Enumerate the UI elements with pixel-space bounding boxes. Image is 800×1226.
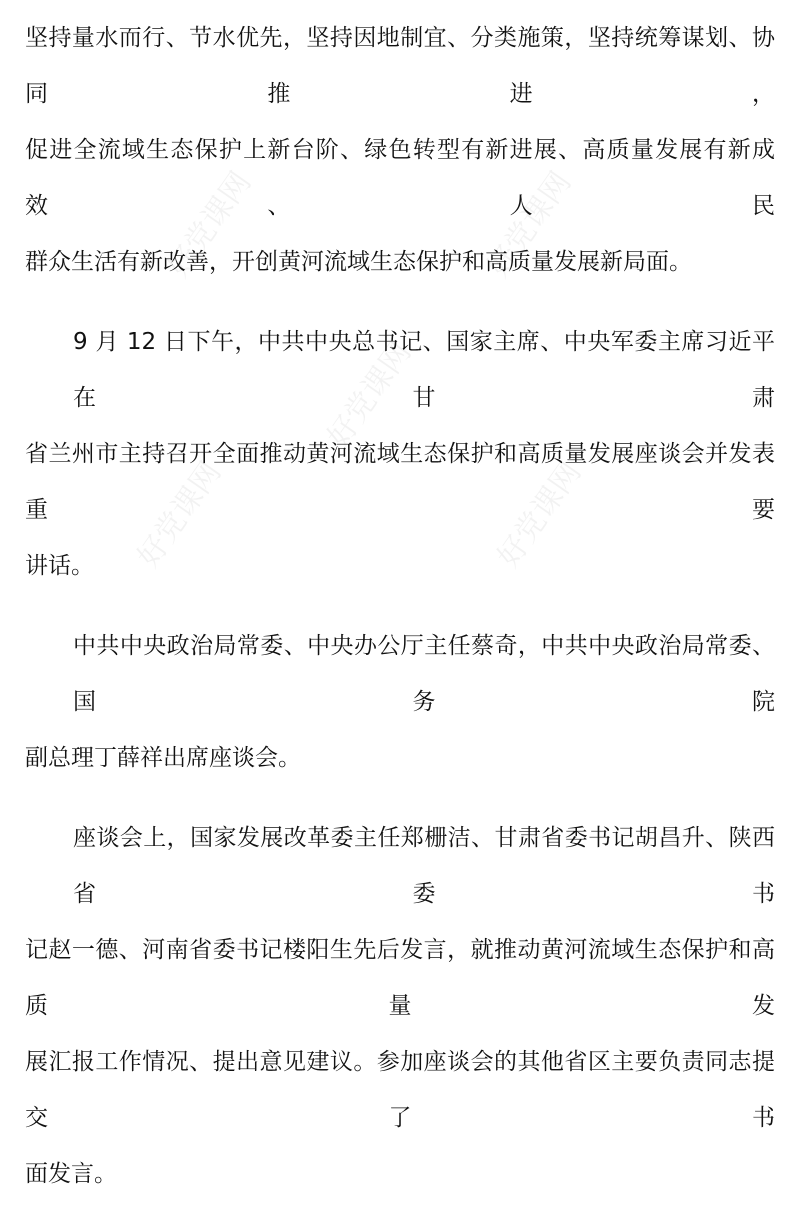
text-line: 展汇报工作情况、提出意见建议。参加座谈会的其他省区主要负责同志提交了书 bbox=[25, 1049, 775, 1131]
paragraph bbox=[25, 810, 775, 1202]
text-line: 副总理丁薛祥出席座谈会。 bbox=[25, 745, 301, 771]
text-line: 记赵一德、河南省委书记楼阳生先后发言，就推动黄河流域生态保护和高质量发 bbox=[25, 937, 775, 1019]
text-line: 座谈会上，国家发展改革委主任郑栅洁、甘肃省委书记胡昌升、陕西省委书 bbox=[73, 825, 775, 907]
text-line: 中共中央政治局常委、中央办公厅主任蔡奇，中共中央政治局常委、国务院 bbox=[73, 633, 775, 715]
text-line: 省兰州市主持召开全面推动黄河流域生态保护和高质量发展座谈会并发表重要 bbox=[25, 441, 775, 523]
text-line: 群众生活有新改善，开创黄河流域生态保护和高质量发展新局面。 bbox=[25, 249, 692, 275]
watermark: 好党课网 bbox=[490, 455, 589, 574]
text-line: 面发言。 bbox=[25, 1161, 117, 1187]
paragraph bbox=[25, 314, 775, 594]
watermark: 好党课网 bbox=[320, 335, 419, 454]
text-line: 9 月 12 日下午，中共中央总书记、国家主席、中央军委主席习近平在甘肃 bbox=[73, 329, 775, 411]
watermark: 好党课网 bbox=[480, 165, 579, 284]
text-line: 促进全流域生态保护上新台阶、绿色转型有新进展、高质量发展有新成效、人民 bbox=[25, 137, 775, 219]
watermark: 好党课网 bbox=[130, 455, 229, 574]
text-line: 坚持量水而行、节水优先，坚持因地制宜、分类施策，坚持统筹谋划、协同推进， bbox=[25, 25, 775, 107]
watermark: 好党课网 bbox=[160, 165, 259, 284]
document-body bbox=[25, 10, 775, 1226]
paragraph bbox=[25, 618, 775, 786]
text-line: 讲话。 bbox=[25, 553, 94, 579]
paragraph bbox=[25, 10, 775, 290]
